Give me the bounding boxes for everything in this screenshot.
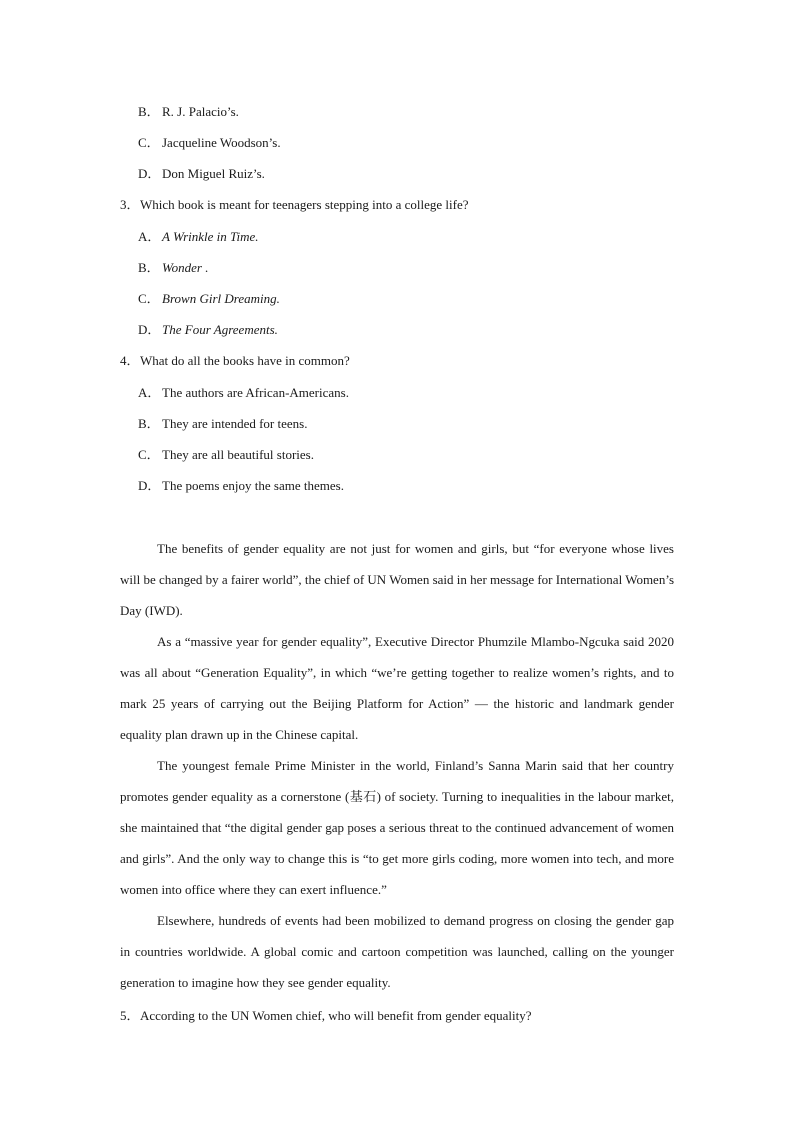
option-letter: D．	[138, 166, 161, 181]
question-3	[120, 197, 469, 213]
q4-option-c[interactable]	[138, 447, 314, 463]
q3-option-a[interactable]	[138, 229, 259, 245]
passage-paragraph: Elsewhere, hundreds of events had been mobilized to demand progress on closing the gender gap in countries worldwide. A global comic and cartoon competition was launched, calling on the younger generation to imagine how they see gender equality.	[120, 913, 674, 990]
option-letter: A．	[138, 385, 161, 400]
option-text: Brown Girl Dreaming.	[162, 291, 280, 306]
passage-paragraph: The benefits of gender equality are not just for women and girls, but “for everyone whose lives will be changed by a fairer world”, the chief of UN Women said in her message for International Women’s Day (IWD).	[120, 541, 674, 618]
question-text: According to the UN Women chief, who will benefit from gender equality?	[140, 1008, 532, 1023]
q3-option-b[interactable]	[138, 260, 208, 276]
question-5	[120, 1008, 532, 1024]
question-text: What do all the books have in common?	[140, 353, 350, 368]
option-letter: D．	[138, 322, 161, 337]
passage-paragraph: The youngest female Prime Minister in the world, Finland’s Sanna Marin said that her country promotes gender equality as a cornerstone (基石) of society. Turning to inequalities in the labour market, she maintained that “the digital gender gap poses a serious threat to the continued advancement of women and girls”. And the only way to change this is “to get more girls coding, more women into tech, and more women into office where they can exert influence.”	[120, 758, 674, 897]
option-text: Don Miguel Ruiz’s.	[162, 166, 265, 181]
q3-option-c[interactable]	[138, 291, 280, 307]
option-letter: C．	[138, 447, 160, 462]
q4-option-a[interactable]	[138, 385, 349, 401]
option-letter: B．	[138, 260, 160, 275]
reading-passage	[120, 533, 674, 998]
option-text: They are all beautiful stories.	[162, 447, 314, 462]
question-number: 3．	[120, 197, 140, 212]
option-letter: C．	[138, 135, 160, 150]
option-text: The Four Agreements.	[162, 322, 278, 337]
q2-option-b[interactable]	[138, 104, 239, 120]
question-text: Which book is meant for teenagers stepping into a college life?	[140, 197, 469, 212]
question-number: 4．	[120, 353, 140, 368]
option-text: They are intended for teens.	[162, 416, 308, 431]
option-letter: B．	[138, 416, 160, 431]
question-4	[120, 353, 350, 369]
q2-option-c[interactable]	[138, 135, 281, 151]
q2-option-d[interactable]	[138, 166, 265, 182]
option-letter: A．	[138, 229, 161, 244]
option-text: A Wrinkle in Time.	[162, 229, 259, 244]
option-letter: B．	[138, 104, 160, 119]
option-text: The authors are African-Americans.	[162, 385, 349, 400]
q4-option-b[interactable]	[138, 416, 307, 432]
option-letter: D．	[138, 478, 161, 493]
passage-paragraph: As a “massive year for gender equality”, Executive Director Phumzile Mlambo-Ngcuka said 2020 was all about “Generation Equality”, in which “we’re getting together to realize women’s rights, and to mark 25 years of carrying out the Beijing Platform for Action” — the historic and landmark gender equality plan drawn up in the Chinese capital.	[120, 634, 674, 742]
option-text: Jacqueline Woodson’s.	[162, 135, 281, 150]
option-text: Wonder .	[162, 260, 209, 275]
option-text: The poems enjoy the same themes.	[162, 478, 344, 493]
question-number: 5．	[120, 1008, 140, 1023]
q4-option-d[interactable]	[138, 478, 344, 494]
q3-option-d[interactable]	[138, 322, 278, 338]
option-text: R. J. Palacio’s.	[162, 104, 239, 119]
option-letter: C．	[138, 291, 160, 306]
